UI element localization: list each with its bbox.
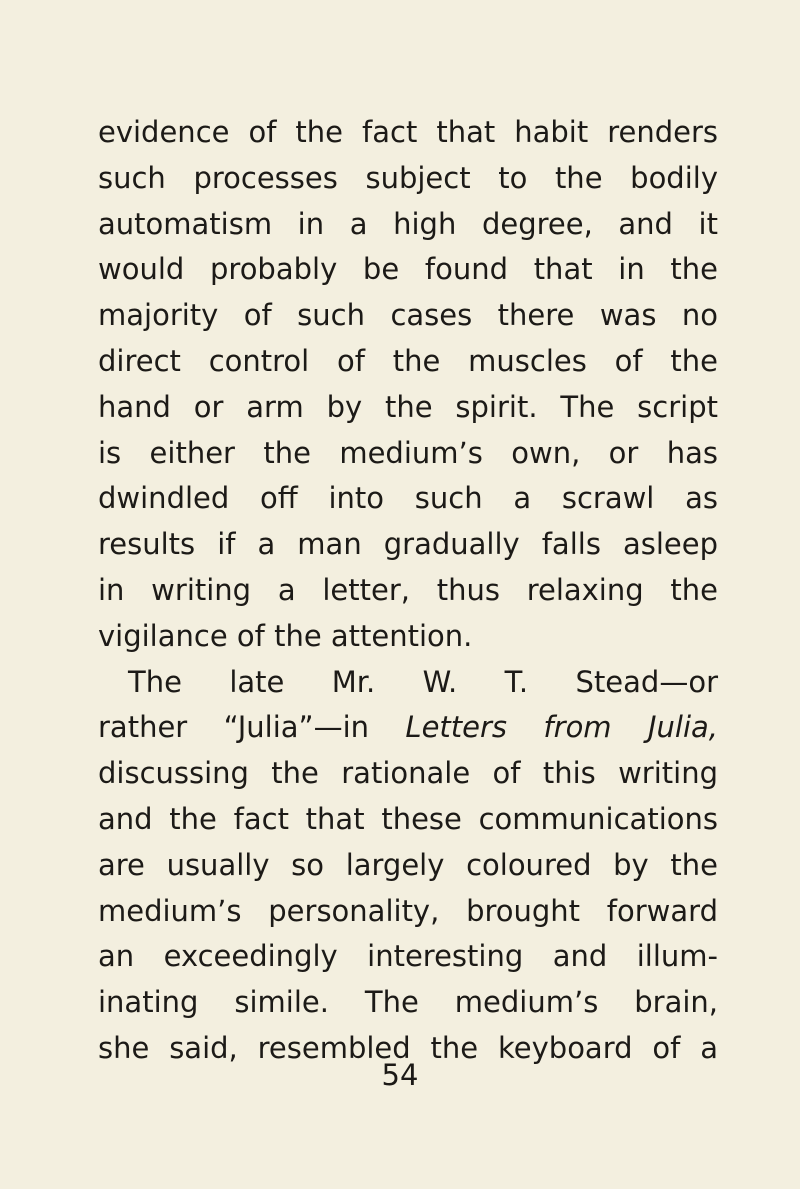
text-line: medium’s personality, brought forward xyxy=(98,893,718,928)
text-line: an exceedingly interesting and illum- xyxy=(98,939,718,974)
text-line: hand or arm by the spirit. The script xyxy=(98,389,718,424)
text-line-with-title xyxy=(98,705,718,751)
text-line: is either the medium’s own, or has xyxy=(98,435,718,470)
text-line: and the fact that these communications xyxy=(98,801,718,836)
text-line: automatism in a high degree, and it xyxy=(98,206,718,241)
text-line: evidence of the fact that habit renders xyxy=(98,115,718,149)
text-line: results if a man gradually falls asleep xyxy=(98,527,718,562)
page-number: 54 xyxy=(381,1058,419,1092)
text-line: are usually so largely coloured by the xyxy=(98,847,718,882)
text-line: discussing the rationale of this writing xyxy=(98,756,718,791)
paragraph-start-line: The late Mr. W. T. Stead—or xyxy=(128,664,718,699)
text-line: direct control of the muscles of the xyxy=(98,343,718,378)
book-title: Letters from Julia, xyxy=(405,710,718,745)
text-line: she said, resembled the keyboard of a xyxy=(98,1030,718,1065)
text-line: dwindled off into such a scrawl as xyxy=(98,481,718,516)
text-line: such processes subject to the bodily xyxy=(98,160,718,195)
text-line: inating simile. The medium’s brain, xyxy=(98,985,718,1020)
text-line: majority of such cases there was no xyxy=(98,298,718,333)
text-line: would probably be found that in the xyxy=(98,252,718,287)
text-segment: rather “Julia”—in xyxy=(98,710,406,745)
text-line: in writing a letter, thus relaxing the xyxy=(98,572,718,607)
paragraph-end-line: vigilance of the attention. xyxy=(98,618,473,653)
body-text xyxy=(98,110,718,1072)
